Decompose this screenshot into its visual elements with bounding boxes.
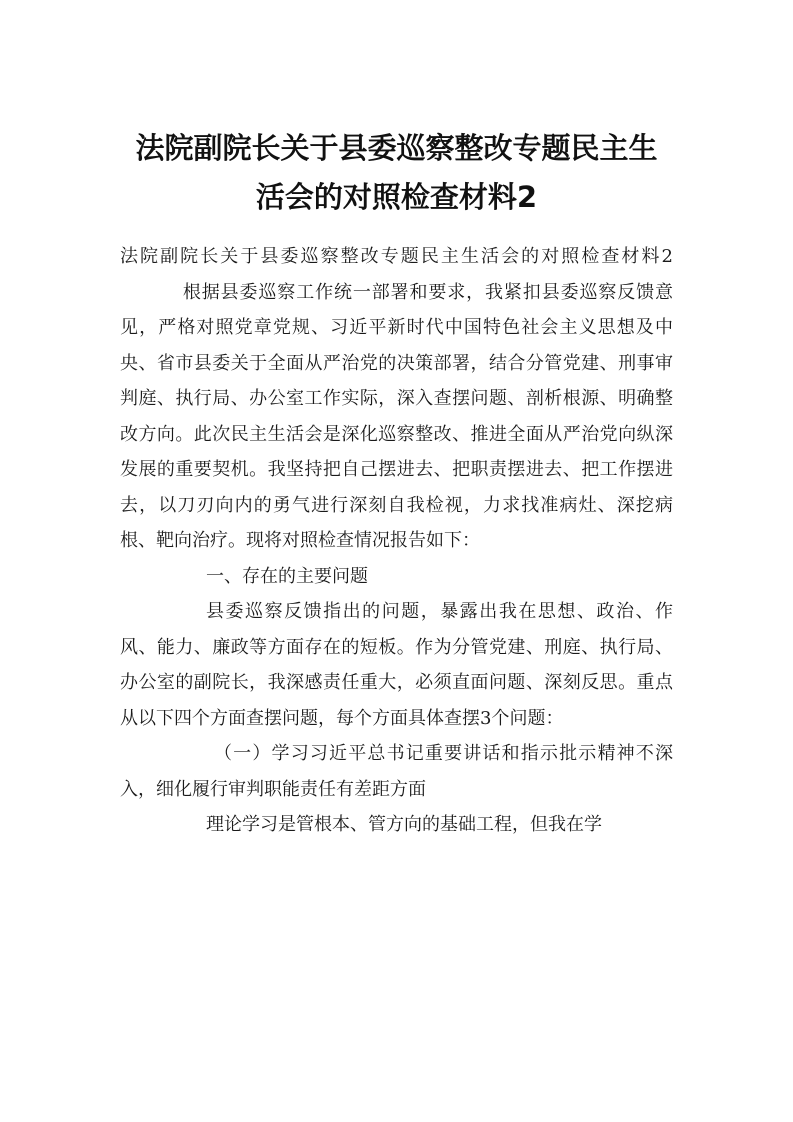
title-line-1: 法院副院长关于县委巡察整改专题民主生	[135, 131, 658, 165]
document-body	[120, 239, 673, 843]
intro-heading-text: 法院副院长关于县委巡察整改专题民主生活会的对照检查材料2	[120, 246, 673, 267]
intro-body-text: 根据县委巡察工作统一部署和要求，我紧扣县委巡察反馈意见，严格对照党章党规、习近平新时代中国特色社会主义思想及中央、省市县委关于全面从严治党的决策部署，结合分管党建、刑事审判庭、执行局、办公室工作实际，深入查摆问题、剖析根源、明确整改方向。此次民主生活会是深化巡察整改、推进全面从严治党向纵深发展的重要契机。我坚持把自己摆进去、把职责摆进去、把工作摆进去，以刀刃向内的勇气进行深刻自我检视，力求找准病灶、深挖病根、靶向治疗。现将对照检查情况报告如下：	[120, 281, 673, 551]
document-title	[100, 124, 693, 222]
body-paragraph-2: 县委巡察反馈指出的问题，暴露出我在思想、政治、作风、能力、廉政等方面存在的短板。作为分管党建、刑庭、执行局、办公室的副院长，我深感责任重大，必须直面问题、深刻反思。重点从以下四个方面查摆问题，每个方面具体查摆3个问题：	[120, 601, 673, 729]
body-paragraph-3: 理论学习是管根本、管方向的基础工程，但我在学	[206, 814, 602, 835]
intro-paragraph	[120, 239, 673, 559]
subsection-heading-1: （一）学习习近平总书记重要讲话和指示批示精神不深入，细化履行审判职能责任有差距方面	[120, 743, 673, 800]
section-heading-1: 一、存在的主要问题	[206, 565, 368, 587]
title-line-2: 活会的对照检查材料2	[255, 180, 538, 214]
